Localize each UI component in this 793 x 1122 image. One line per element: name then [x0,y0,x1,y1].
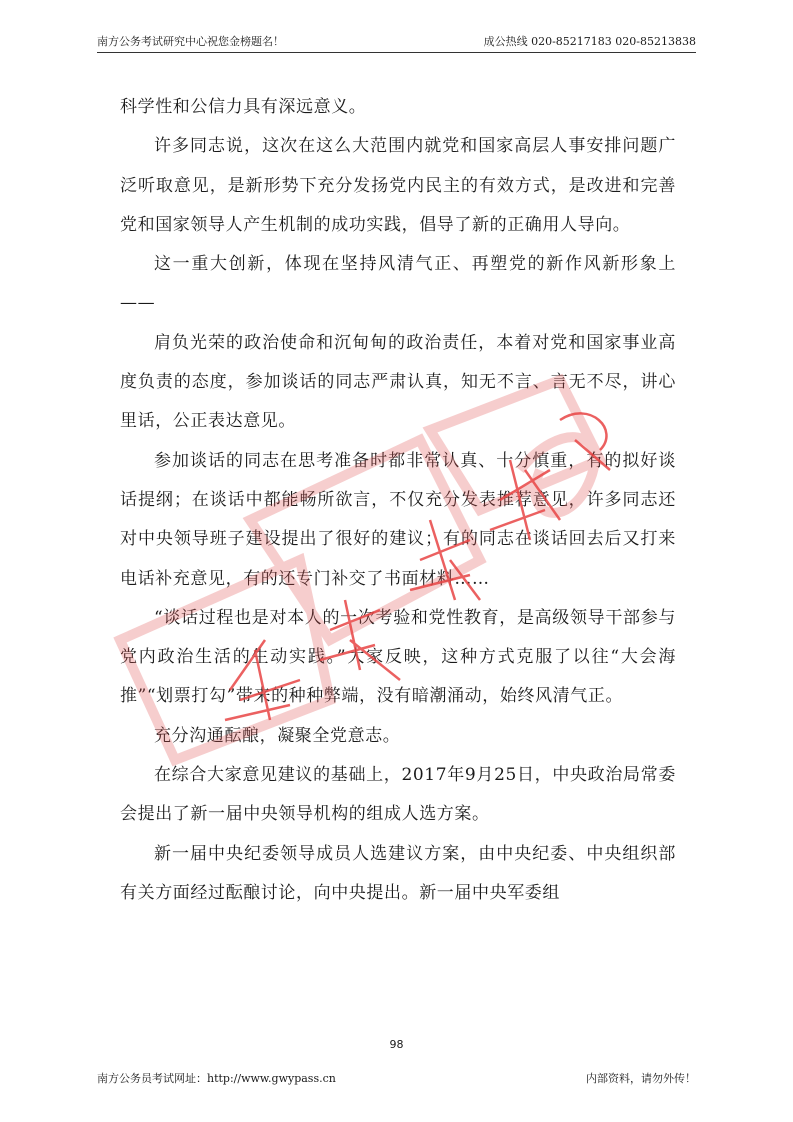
paragraph-6: “谈话过程也是对本人的一次考验和党性教育，是高级领导干部参与党内政治生活的生动实践。”大家反映，这种方式克服了以往“大会海推”“划票打勾”带来的种种弊端，没有暗潮涌动，始终风清气正。 [120,607,676,707]
page-footer [97,1070,696,1086]
paragraph-7: 充分沟通酝酿，凝聚全党意志。 [154,725,401,746]
paragraph-3: 这一重大创新，体现在坚持风清气正、再塑党的新作风新形象上—— [120,254,676,314]
paragraph-5: 参加谈话的同志在思考准备时都非常认真、十分慎重，有的拟好谈话提纲；在谈话中都能畅所欲言，不仅充分发表推荐意见，许多同志还对中央领导班子建设提出了很好的建议；有的同志在谈话回去后又打来电话补充意见，有的还专门补交了书面材料…… [120,450,676,589]
footer-notice: 内部资料，请勿外传！ [586,1072,696,1085]
header-hotline: 成公热线 020-85217183 020-85213838 [483,35,696,48]
paragraph-8: 在综合大家意见建议的基础上，2017年9月25日，中央政治局常委会提出了新一届中央领导机构的组成人选方案。 [120,765,676,825]
paragraph-9: 新一届中央纪委领导成员人选建议方案，由中央纪委、中央组织部有关方面经过酝酿讨论，向中央提出。新一届中央军委组 [120,843,676,903]
page-header [97,30,696,53]
paragraph-1: 科学性和公信力具有深远意义。 [120,97,367,117]
header-left-text: 南方公务考试研究中心祝您金榜题名！ [97,35,284,48]
page-number: 98 [389,1038,404,1051]
footer-website: 南方公务员考试网址：http://www.gwypass.cn [97,1072,336,1085]
paragraph-2: 许多同志说，这次在这么大范围内就党和国家高层人事安排问题广泛听取意见，是新形势下充分发扬党内民主的有效方式，是改进和完善党和国家领导人产生机制的成功实践，倡导了新的正确用人导向。 [120,136,676,235]
paragraph-4: 肩负光荣的政治使命和沉甸甸的政治责任，本着对党和国家事业高度负责的态度，参加谈话的同志严肃认真，知无不言、言无不尽，讲心里话，公正表达意见。 [120,332,676,432]
document-body [120,88,676,913]
